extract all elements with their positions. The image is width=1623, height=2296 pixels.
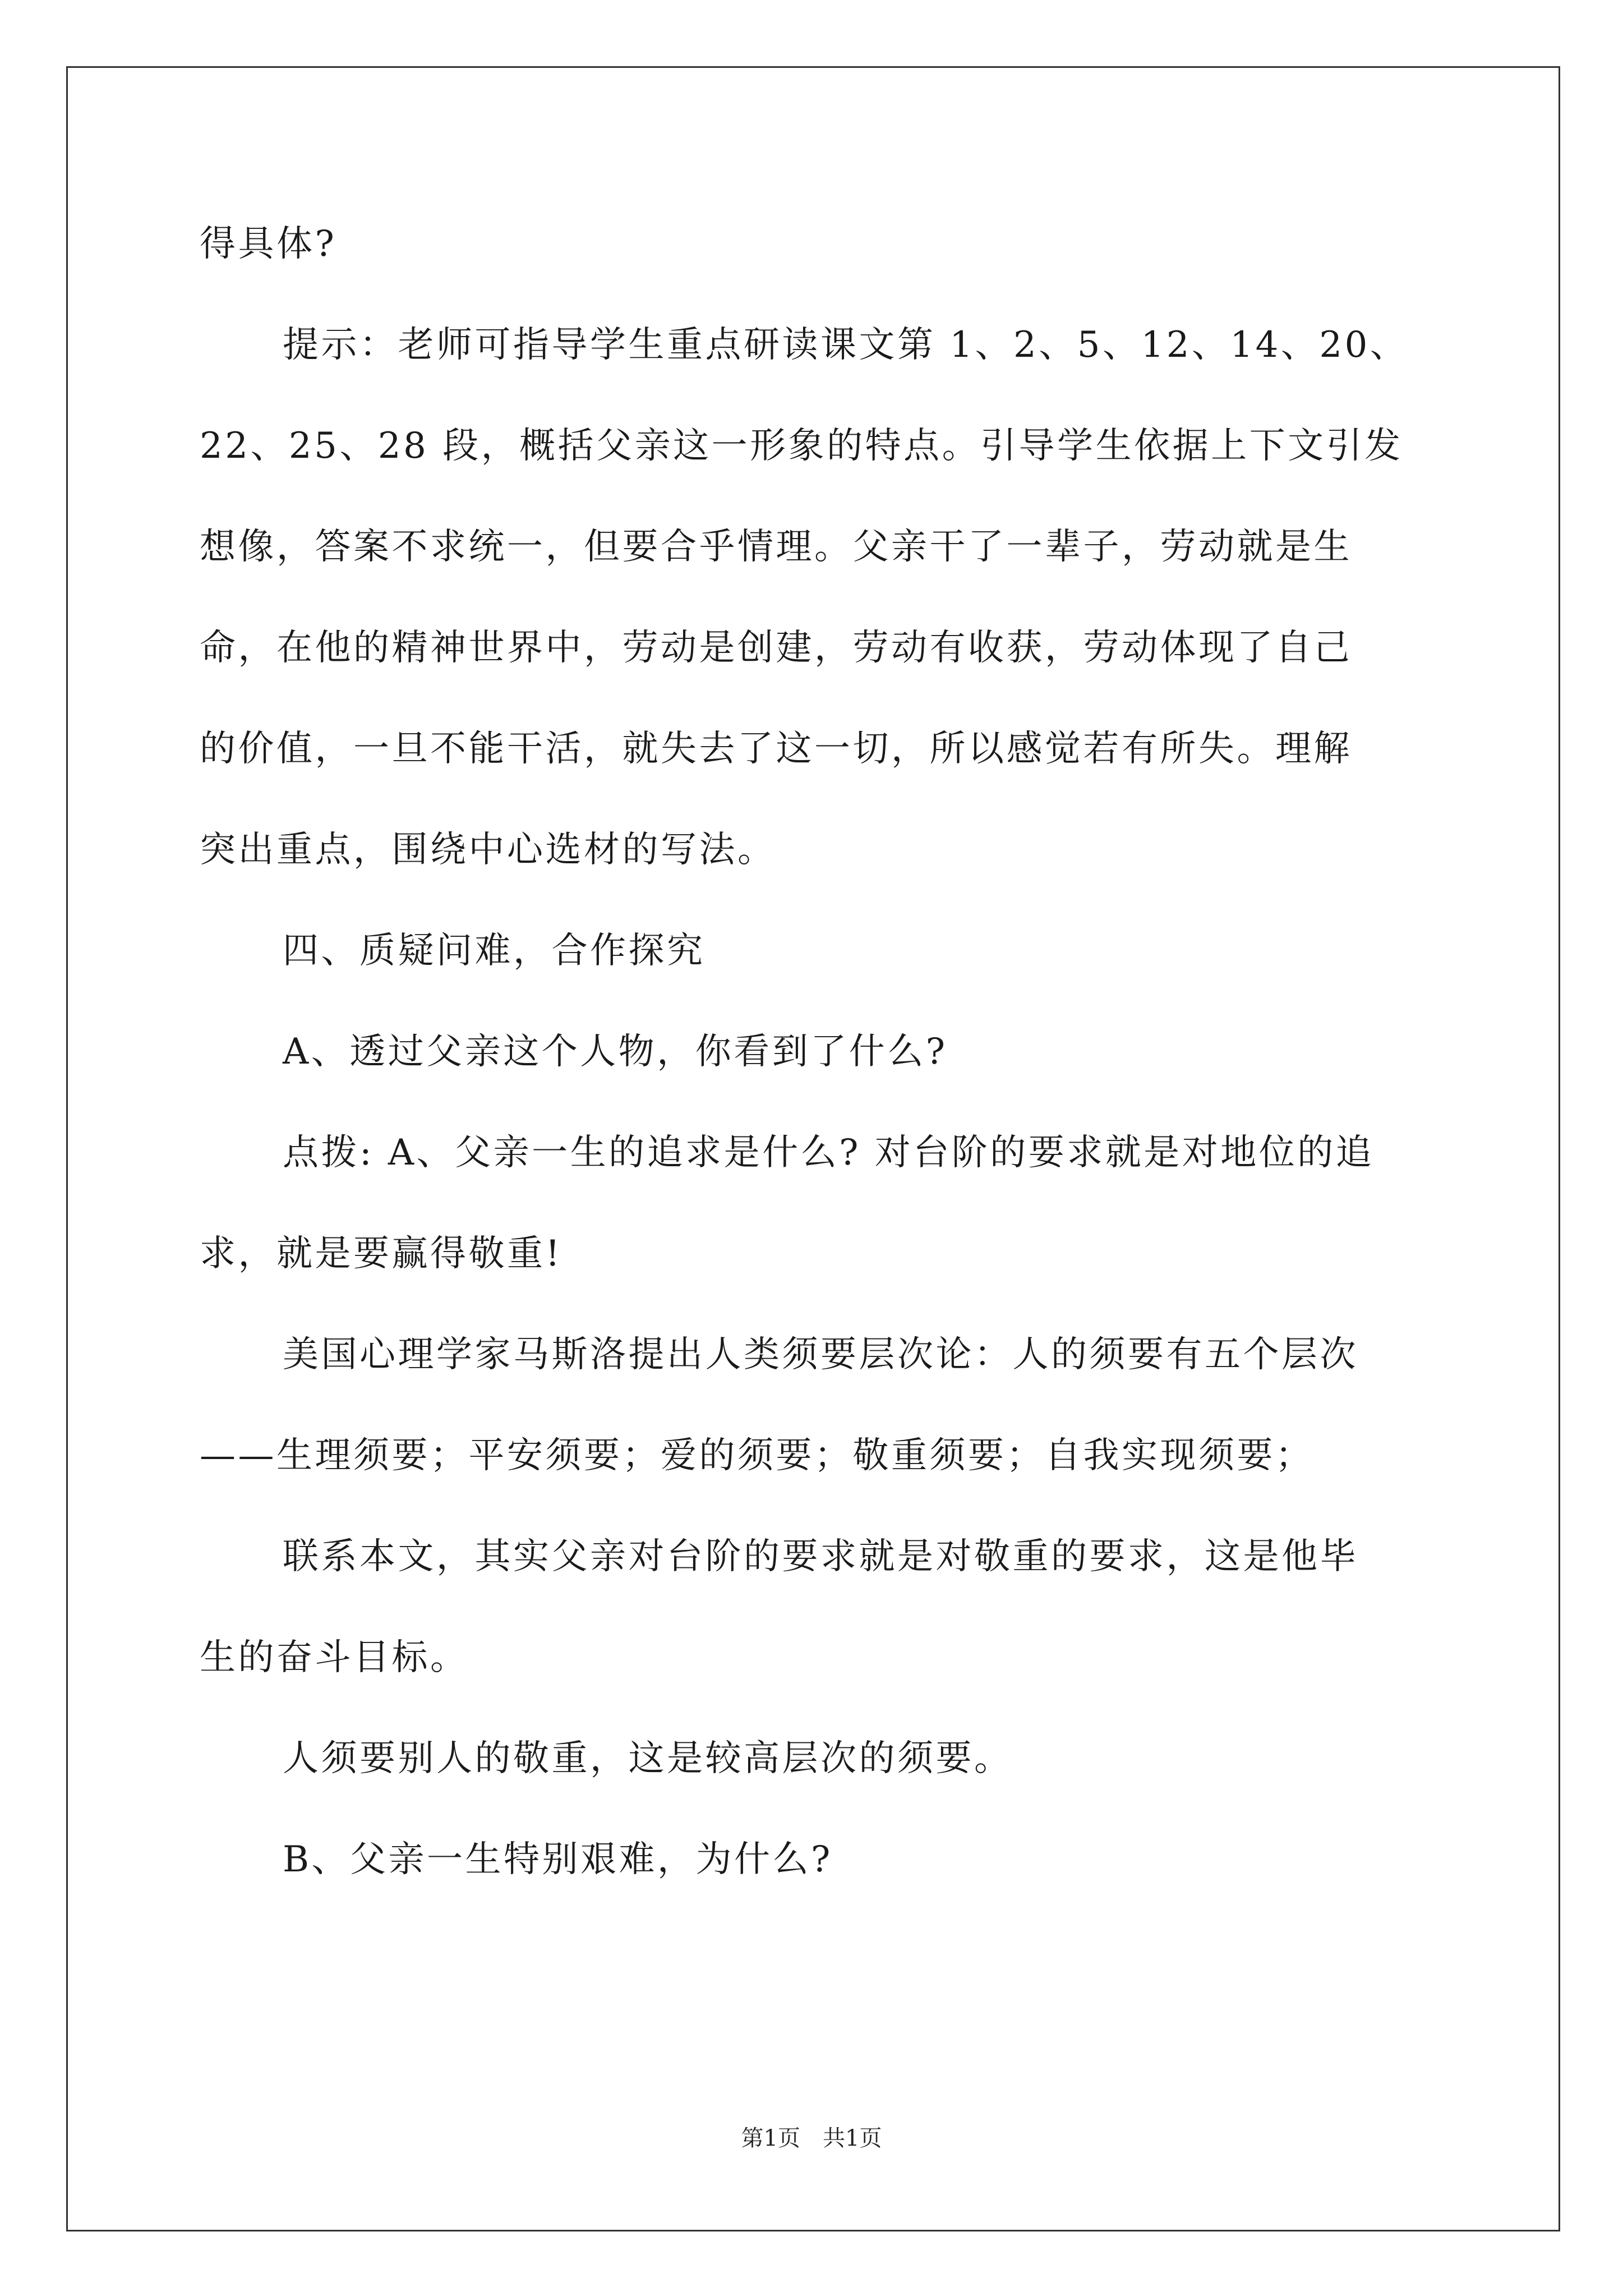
text-line: 命，在他的精神世界中，劳动是创建，劳动有收获，劳动体现了自己 (200, 627, 1352, 669)
text-line: 求，就是要赢得敬重! (200, 1233, 562, 1274)
page-number-footer: 第1页 共1页 (741, 2125, 882, 2151)
text-line: 人须要别人的敬重，这是较高层次的须要。 (283, 1738, 1013, 1779)
text-line: 的价值，一旦不能干活，就失去了这一切，所以感觉若有所失。理解 (200, 728, 1352, 770)
text-line: 联系本文，其实父亲对台阶的要求就是对敬重的要求，这是他毕 (283, 1536, 1358, 1577)
text-line: 提示：老师可指导学生重点研读课文第 1、2、5、12、14、20、 (283, 324, 1409, 366)
text-line: 想像，答案不求统一，但要合乎情理。父亲干了一辈子，劳动就是生 (200, 526, 1352, 568)
text-line: 得具体? (200, 223, 337, 265)
section-heading: 四、质疑问难，合作探究 (283, 930, 706, 972)
text-line: 生的奋斗目标。 (200, 1637, 469, 1678)
text-line: 美国心理学家马斯洛提出人类须要层次论：人的须要有五个层次 (283, 1334, 1358, 1375)
question-line: A、透过父亲这个人物，你看到了什么? (283, 1031, 948, 1073)
text-line: ——生理须要；平安须要；爱的须要；敬重须要；自我实现须要； (200, 1435, 1314, 1476)
text-line: 突出重点，围绕中心选材的写法。 (200, 829, 776, 871)
text-line: 22、25、28 段，概括父亲这一形象的特点。引导学生依据上下文引发 (200, 425, 1403, 467)
text-line: 点拨: A、父亲一生的追求是什么? 对台阶的要求就是对地位的追 (283, 1132, 1375, 1174)
question-line: B、父亲一生特别艰难，为什么? (283, 1839, 833, 1880)
